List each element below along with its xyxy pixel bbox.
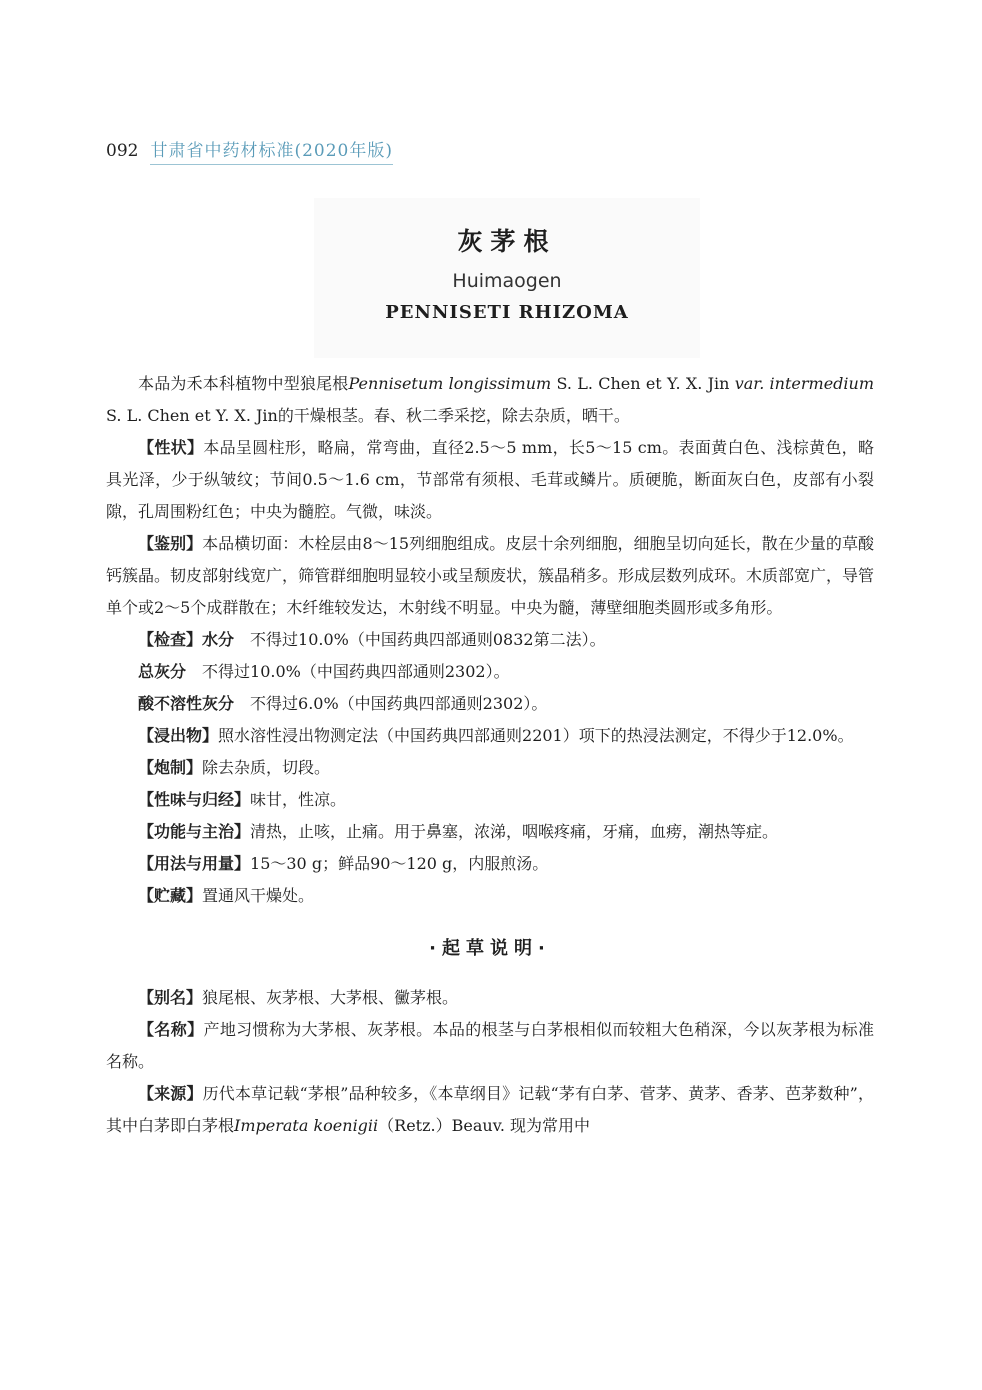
label-jiancha: 【检查】 [138, 630, 203, 649]
text-laiyuan-1: 历代本草记载“茅根”品种较多，《本草纲目》记载“茅有白茅、菅茅、黄茅、香茅、芭茅数种”，其中白茅即白茅根 [106, 1084, 874, 1135]
text-yongfa: 15～30 g；鲜品90～120 g，内服煎汤。 [250, 854, 549, 873]
species-name: Pennisetum longissimum [348, 374, 552, 393]
label-suanburong: 酸不溶性灰分 [138, 694, 235, 713]
section-yongfa [106, 848, 874, 880]
section-zonghuifen [106, 656, 874, 688]
text-jinchuwu: 照水溶性浸出物测定法（中国药典四部通则2201）项下的热浸法测定，不得少于12.0%。 [218, 726, 854, 745]
label-xingzhuang: 【性状】 [138, 438, 204, 457]
source-paragraph [106, 368, 874, 432]
source-text-2: S. L. Chen et Y. X. Jin [551, 374, 735, 393]
variety-name: var. intermedium [734, 374, 874, 393]
text-zhucang: 置通风干燥处。 [202, 886, 315, 905]
label-jianbie: 【鉴别】 [138, 534, 203, 553]
label-mingcheng: 【名称】 [138, 1020, 204, 1039]
text-zonghuifen: 不得过10.0%（中国药典四部通则2302）。 [202, 662, 510, 681]
text-xingzhuang: 本品呈圆柱形，略扁，常弯曲，直径2.5～5 mm，长5～15 cm。表面黄白色、浅棕黄色，略具光泽，少于纵皱纹；节间0.5～1.6 cm，节部常有须根、毛茸或鳞片。质硬脆，断面灰白色，皮部有小裂隙，孔周围粉红色；中央为髓腔。气微，味淡。 [106, 438, 874, 521]
text-shuifen: 不得过10.0%（中国药典四部通则0832第二法）。 [250, 630, 606, 649]
page-header [106, 136, 393, 165]
section-suanburong [106, 688, 874, 720]
section-xingwei [106, 784, 874, 816]
label-yongfa: 【用法与用量】 [138, 854, 251, 873]
text-xingwei: 味甘，性凉。 [250, 790, 347, 809]
source-text-3: S. L. Chen et Y. X. Jin的干燥根茎。春、秋二季采挖，除去杂质，晒干。 [106, 406, 630, 425]
text-gongneng: 清热，止咳，止痛。用于鼻塞，浓涕，咽喉疼痛，牙痛，血痨，潮热等症。 [250, 822, 779, 841]
label-jinchuwu: 【浸出物】 [138, 726, 219, 745]
section-gongneng [106, 816, 874, 848]
section-jinchuwu [106, 720, 874, 752]
draft-notes-heading: ·起草说明· [429, 938, 551, 959]
section-jiancha [106, 624, 874, 656]
section-mingcheng [106, 1014, 874, 1078]
section-bieming [106, 982, 874, 1014]
title-chinese: 灰茅根 [457, 227, 557, 256]
text-laiyuan-2: （Retz.）Beauv. 现为常用中 [378, 1116, 591, 1135]
monograph-body [106, 368, 874, 1142]
label-xingwei: 【性味与归经】 [138, 790, 251, 809]
series-title: 甘肃省中药材标准(2020年版) [150, 136, 393, 165]
label-zonghuifen: 总灰分 [138, 662, 187, 681]
label-bieming: 【别名】 [138, 988, 203, 1007]
monograph-title-block [314, 198, 700, 358]
section-paozhi [106, 752, 874, 784]
label-paozhi: 【炮制】 [138, 758, 203, 777]
source-text-1: 本品为禾本科植物中型狼尾根 [138, 374, 349, 393]
label-laiyuan: 【来源】 [138, 1084, 203, 1103]
text-jianbie: 本品横切面：木栓层由8～15列细胞组成。皮层十余列细胞，细胞呈切向延长，散在少量的草酸钙簇晶。韧皮部射线宽广，筛管群细胞明显较小或呈颓废状，簇晶稍多。形成层数列成环。木质部宽广，导管单个或2～5个成群散在；木纤维较发达，木射线不明显。中央为髓，薄壁细胞类圆形或多角形。 [106, 534, 875, 617]
label-shuifen: 水分 [202, 630, 235, 649]
label-zhucang: 【贮藏】 [138, 886, 203, 905]
text-suanburong: 不得过6.0%（中国药典四部通则2302）。 [250, 694, 548, 713]
section-laiyuan [106, 1078, 874, 1142]
section-xingzhuang [106, 432, 874, 528]
page-number: 092 [106, 141, 139, 161]
title-pinyin: Huimaogen [452, 270, 562, 292]
label-gongneng: 【功能与主治】 [138, 822, 251, 841]
species-imperata: Imperata koenigii [234, 1116, 379, 1135]
text-mingcheng: 产地习惯称为大茅根、灰茅根。本品的根茎与白茅根相似而较粗大色稍深，今以灰茅根为标准名称。 [106, 1020, 874, 1071]
title-latin: PENNISETI RHIZOMA [385, 302, 629, 323]
text-bieming: 狼尾根、灰茅根、大茅根、黴茅根。 [202, 988, 459, 1007]
section-jianbie [106, 528, 874, 624]
section-zhucang [106, 880, 874, 912]
text-paozhi: 除去杂质，切段。 [202, 758, 331, 777]
